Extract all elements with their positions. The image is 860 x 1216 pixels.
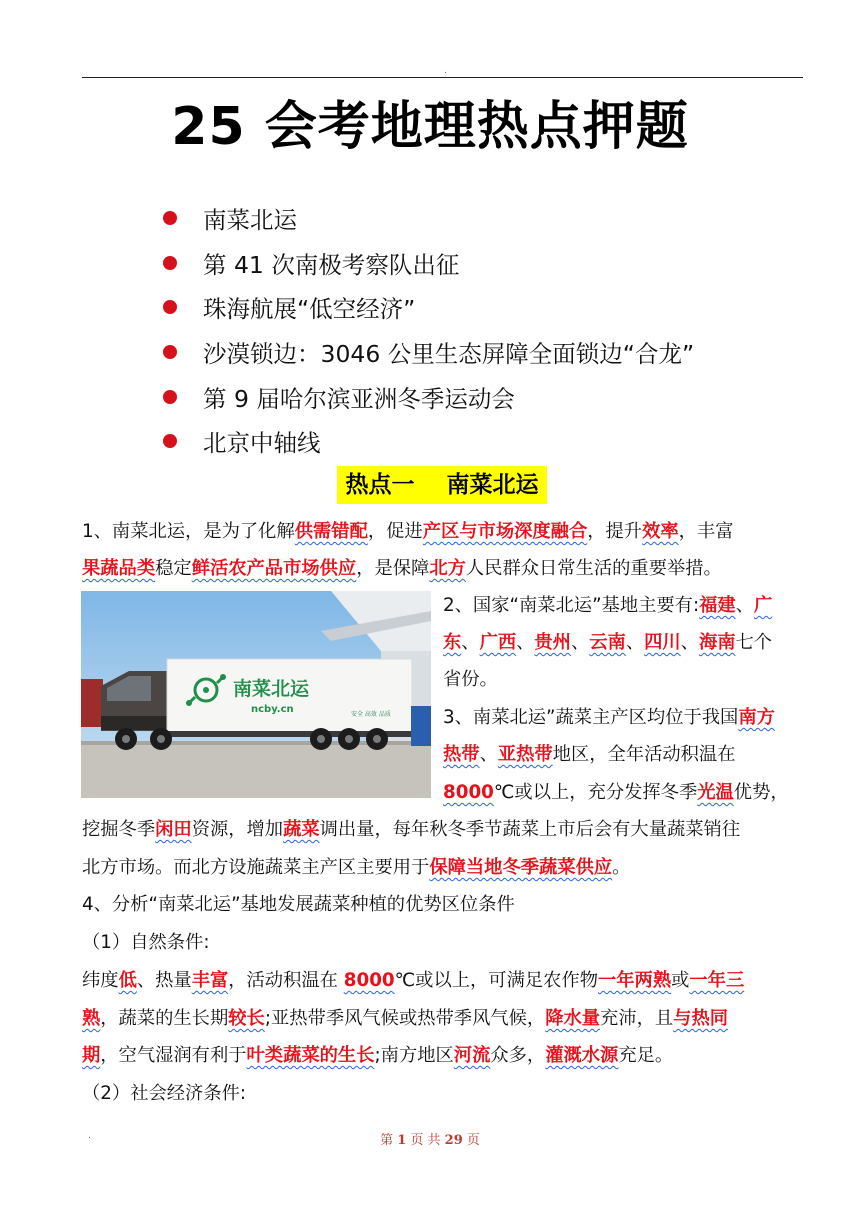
paragraph-2-line-3: 省份。 bbox=[443, 669, 498, 690]
paragraph-3-line-4: 挖掘冬季闲田资源，增加蔬菜调出量，每年秋冬季节蔬菜上市后会有大量蔬菜销往 bbox=[82, 819, 741, 840]
keyword: 效率 bbox=[642, 521, 679, 542]
topic-item: 沙漠锁边：3046 公里生态屏障全面锁边“合龙” bbox=[163, 330, 694, 375]
header-rule bbox=[82, 77, 803, 78]
keyword: 丰富 bbox=[191, 970, 229, 991]
keyword: 灌溉水源 bbox=[545, 1045, 619, 1066]
keyword: 光温 bbox=[697, 782, 734, 803]
paragraph-4-line-5: 期，空气湿润有利于叶类蔬菜的生长;南方地区河流众多，灌溉水源充足。 bbox=[82, 1045, 674, 1066]
paragraph-4-line-1: 4、分析“南菜北运”基地发展蔬菜种植的优势区位条件 bbox=[82, 894, 515, 915]
page-footer: 第 1 页 共 29 页 bbox=[380, 1133, 480, 1148]
keyword: 四川 bbox=[644, 632, 681, 653]
keyword: 北方 bbox=[429, 558, 466, 579]
paragraph-3-line-5: 北方市场。而北方设施蔬菜主产区主要用于保障当地冬季蔬菜供应。 bbox=[82, 857, 631, 878]
topic-list bbox=[163, 196, 694, 464]
keyword: 闲田 bbox=[155, 819, 192, 840]
bullet-dot-icon bbox=[163, 434, 177, 448]
hotspot-heading: 热点一 南菜北运 bbox=[337, 466, 547, 504]
keyword: 保障当地冬季蔬菜供应 bbox=[429, 857, 613, 878]
paragraph-3-line-3: 8000℃或以上，充分发挥冬季光温优势， bbox=[443, 782, 789, 803]
bullet-dot-icon bbox=[163, 345, 177, 359]
keyword: 蔬菜 bbox=[283, 819, 320, 840]
keyword: 8000 bbox=[343, 970, 395, 991]
keyword: 热带 bbox=[443, 744, 480, 765]
topic-item: 北京中轴线 bbox=[163, 419, 694, 464]
keyword: 东 bbox=[443, 632, 462, 653]
bullet-dot-icon bbox=[163, 390, 177, 404]
keyword: 叶类蔬菜的生长 bbox=[246, 1045, 375, 1066]
keyword: 期 bbox=[82, 1045, 101, 1066]
truck-logo-url: ncby.cn bbox=[251, 704, 294, 715]
paragraph-2-line-2: 东、广西、贵州、云南、四川、海南七个 bbox=[443, 632, 773, 653]
paragraph-4-line-4: 熟，蔬菜的生长期较长;亚热带季风气候或热带季风气候，降水量充沛，且与热同 bbox=[82, 1008, 729, 1029]
page-title: 25 会考地理热点押题 bbox=[171, 97, 689, 157]
section-natural-conditions: （1）自然条件: bbox=[82, 932, 210, 953]
keyword: 一年两熟 bbox=[597, 970, 672, 991]
keyword: 河流 bbox=[453, 1045, 491, 1066]
keyword: 广西 bbox=[479, 632, 517, 653]
topic-item: 南菜北运 bbox=[163, 196, 694, 241]
paragraph-2-line-1: 2、国家“南菜北运”基地主要有:福建、广 bbox=[443, 595, 773, 616]
keyword: 低 bbox=[118, 970, 137, 991]
keyword: 产区与市场深度融合 bbox=[422, 521, 588, 542]
topic-item: 第 41 次南极考察队出征 bbox=[163, 241, 694, 286]
keyword: 南方 bbox=[738, 707, 775, 728]
keyword: 供需错配 bbox=[294, 521, 368, 542]
paragraph-3-line-2: 热带、亚热带地区，全年活动积温在 bbox=[443, 744, 736, 765]
paragraph-1-line-2: 果蔬品类稳定鲜活农产品市场供应，是保障北方人民群众日常生活的重要举措。 bbox=[82, 558, 722, 579]
truck-logo-text: 南菜北运 bbox=[233, 678, 310, 700]
keyword: 熟 bbox=[82, 1008, 101, 1029]
keyword: 福建 bbox=[699, 595, 736, 616]
truck-photo bbox=[81, 591, 431, 798]
keyword: 果蔬品类 bbox=[82, 558, 156, 579]
keyword: 云南 bbox=[589, 632, 626, 653]
paragraph-1-line-1: 1、南菜北运，是为了化解供需错配，促进产区与市场深度融合，提升效率，丰富 bbox=[82, 521, 734, 542]
keyword: 降水量 bbox=[545, 1008, 601, 1029]
keyword: 较长 bbox=[228, 1008, 265, 1029]
bullet-dot-icon bbox=[163, 211, 177, 225]
keyword: 一年三 bbox=[689, 970, 745, 991]
keyword: 贵州 bbox=[534, 632, 571, 653]
page-total: 29 bbox=[444, 1133, 463, 1148]
header-mark: . bbox=[444, 66, 447, 76]
bullet-dot-icon bbox=[163, 256, 177, 270]
keyword: 鲜活农产品市场供应 bbox=[191, 558, 357, 579]
keyword: 海南 bbox=[698, 632, 736, 653]
footer-mark: . bbox=[88, 1131, 91, 1141]
paragraph-3-line-1: 3、南菜北运”蔬菜主产区均位于我国南方 bbox=[443, 707, 775, 728]
keyword: 亚热带 bbox=[497, 744, 553, 765]
topic-item: 第 9 届哈尔滨亚洲冬季运动会 bbox=[163, 374, 694, 419]
keyword: 8000 bbox=[443, 782, 494, 803]
truck-side-text: 安全 高效 品质 bbox=[351, 711, 391, 718]
bullet-dot-icon bbox=[163, 300, 177, 314]
section-social-economic-conditions: （2）社会经济条件: bbox=[82, 1083, 247, 1104]
page-number: 1 bbox=[397, 1133, 407, 1148]
keyword: 广 bbox=[753, 595, 773, 616]
topic-item: 珠海航展“低空经济” bbox=[163, 285, 694, 330]
keyword: 与热同 bbox=[673, 1008, 729, 1029]
paragraph-4-line-3: 纬度低、热量丰富，活动积温在 8000℃或以上，可满足农作物一年两熟或一年三 bbox=[82, 970, 745, 991]
